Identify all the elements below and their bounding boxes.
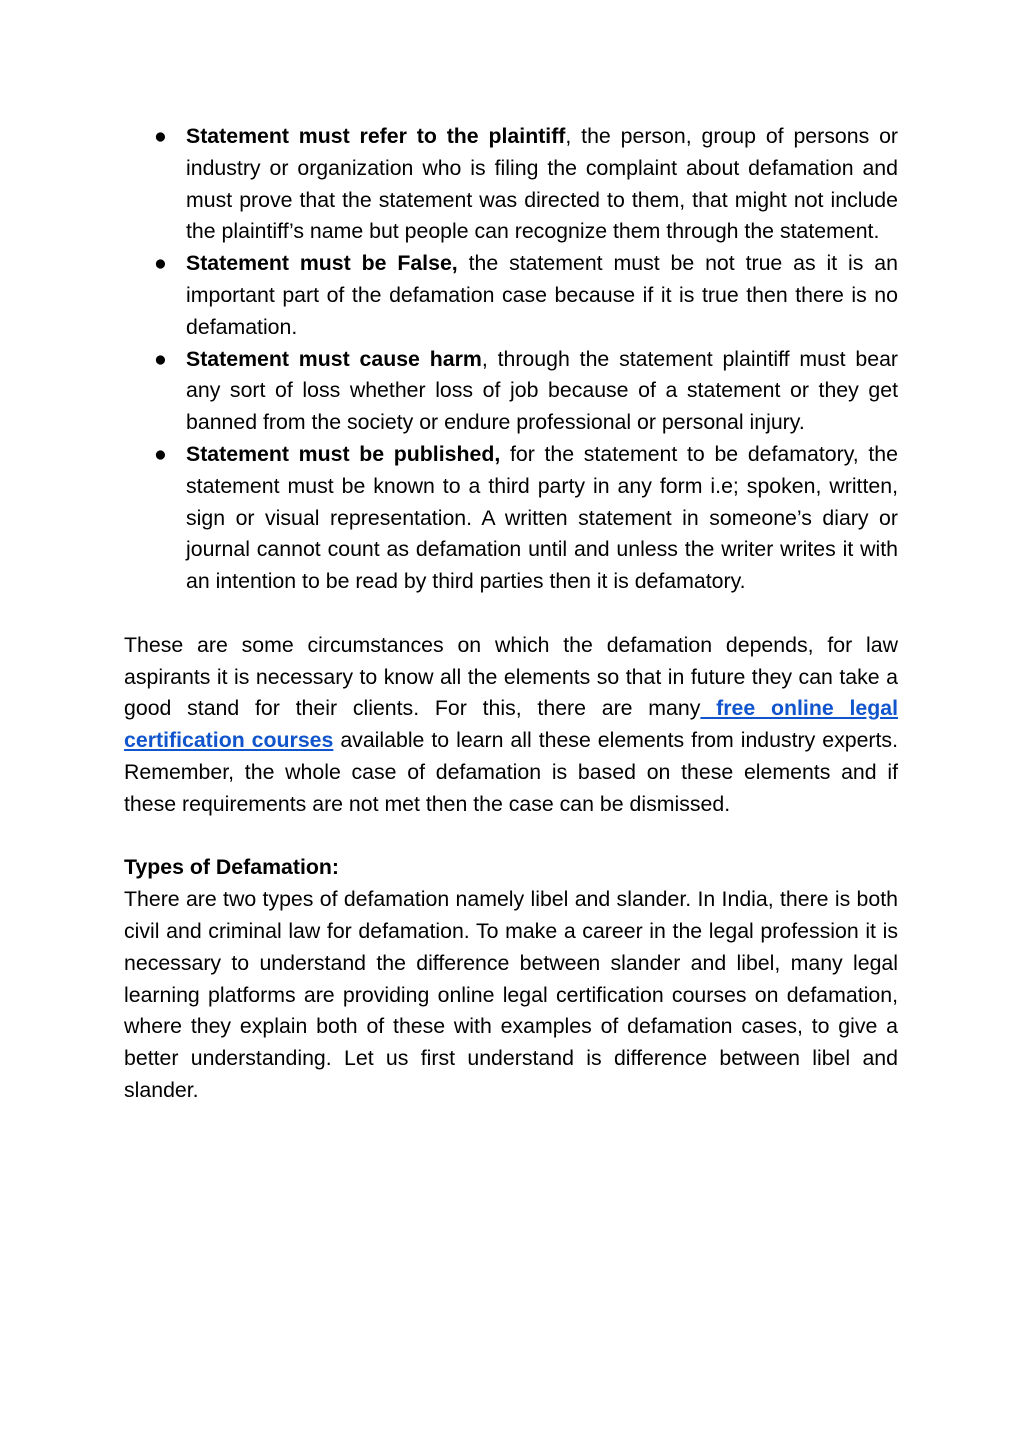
bullet-item-must-be-false [124, 248, 898, 343]
elements-bullet-list [124, 121, 898, 598]
bullet-lead: Statement must be published, [186, 441, 501, 466]
bullet-item-cause-harm [124, 344, 898, 439]
bullet-text: , through the statement plaintiff must bear any sort of loss whether loss of job because of a statement or they get banned from the society or endure professional or personal injury. [186, 346, 898, 435]
free-online-courses-link[interactable]: free online legal certification courses [124, 696, 898, 753]
paragraph-spacer [124, 598, 898, 630]
bullet-dot-icon: ● [154, 346, 167, 371]
document-body [124, 121, 898, 1107]
paragraph-text-before-link: These are some circumstances on which the defamation depends, for law aspirants it is necessary to know all the elements so that in future they can take a good stand for their clients. For this, there are many [124, 632, 898, 721]
types-of-defamation-paragraph: There are two types of defamation namely libel and slander. In India, there is both civil and criminal law for defamation. To make a career in the legal profession it is necessary to understand the difference between slander and libel, many legal learning platforms are providing online legal certification courses on defamation, where they explain both of these with examples of defamation cases, to give a better understanding. Let us first understand is difference between libel and slander. [124, 887, 898, 1102]
bullet-text: , the person, group of persons or industry or organization who is filing the complaint about defamation and must prove that the statement was directed to them, that might not include the plaintiff’s name but people can recognize them through the statement. [186, 124, 899, 244]
bullet-lead: Statement must refer to the plaintiff [186, 124, 566, 148]
types-of-defamation-heading: Types of Defamation: [124, 855, 339, 880]
circumstances-paragraph [124, 630, 898, 821]
paragraph-text-after-link: available to learn all these elements from industry experts. Remember, the whole case of defamation is based on these elements and if these requirements are not met then the case can be dismissed. [124, 728, 898, 816]
bullet-text: the statement must be not true as it is an important part of the defamation case because if it is true then there is no defamation. [186, 251, 898, 339]
bullet-dot-icon: ● [154, 441, 167, 466]
bullet-lead: Statement must cause harm [186, 346, 482, 371]
bullet-item-published [124, 439, 898, 598]
bullet-dot-icon: ● [154, 124, 167, 148]
paragraph-spacer [124, 821, 898, 853]
bullet-lead: Statement must be False, [186, 251, 458, 276]
bullet-item-refer-to-plaintiff [124, 121, 898, 248]
bullet-text: for the statement to be defamatory, the statement must be known to a third party in any form i.e; spoken, written, sign or visual representation. A written statement in someone’s diary or journal cannot count as defamation until and unless the writer writes it with an intention to be read by third parties then it is defamatory. [186, 441, 898, 594]
bullet-dot-icon: ● [154, 251, 167, 276]
